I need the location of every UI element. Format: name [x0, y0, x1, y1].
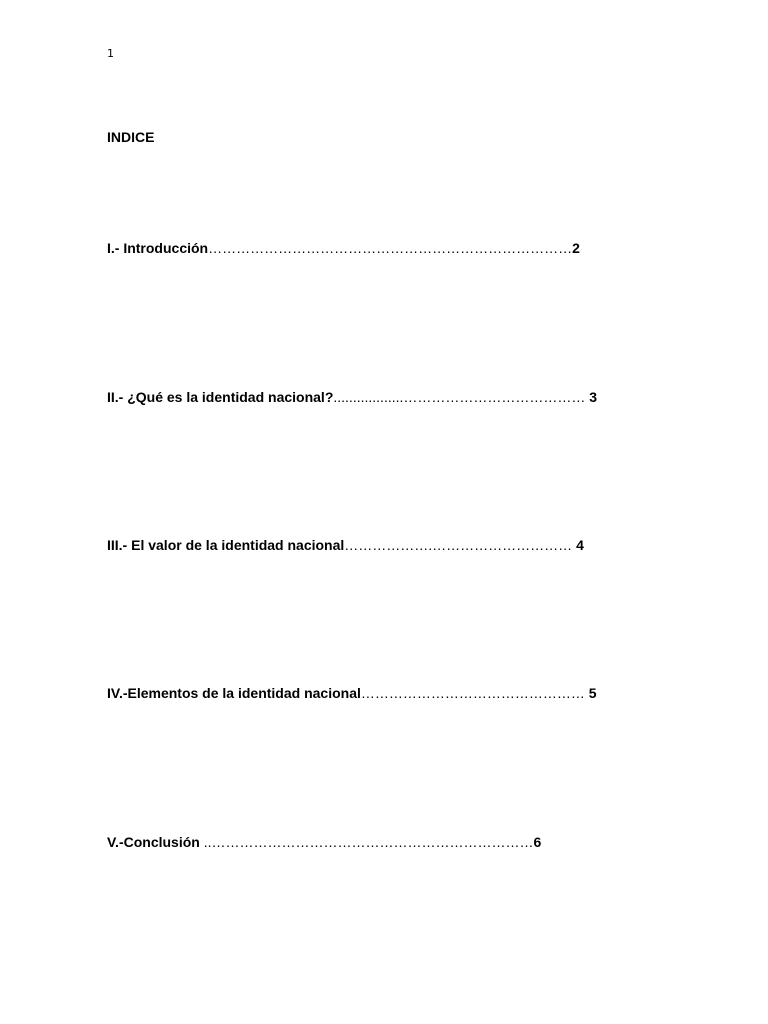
toc-entry-page: 3 [585, 389, 598, 405]
toc-entry-leader: …………………………………………………………………… [208, 240, 573, 256]
toc-entry-label: V.-Conclusión [107, 834, 204, 850]
toc-entry-leader: ………………………………………… [360, 685, 589, 701]
toc-entry-valor [107, 537, 584, 554]
toc-entry-que-es [107, 389, 597, 406]
toc-entry-page: 6 [533, 834, 542, 850]
toc-entry-label: III.- El valor de la identidad nacional [107, 537, 345, 553]
toc-entry-page: 4 [576, 537, 584, 553]
toc-entry-label: IV.-Elementos de la identidad nacional [107, 685, 361, 701]
toc-entry-page: 5 [588, 685, 597, 701]
toc-entry-leader: ..................………………………………… [333, 389, 586, 405]
toc-entry-page: 2 [572, 240, 580, 256]
page-number: 1 [107, 47, 114, 60]
page-title: INDICE [107, 129, 155, 145]
toc-entry-elementos [107, 685, 597, 702]
toc-entry-leader: ……………….………………………… [344, 537, 577, 553]
toc-entry-conclusion [107, 834, 541, 851]
toc-entry-label: I.- Introducción [107, 240, 209, 256]
toc-entry-introduccion [107, 240, 580, 257]
toc-entry-leader: ..…………………………………………………………… [203, 834, 534, 850]
toc-entry-label: II.- ¿Qué es la identidad nacional? [107, 389, 334, 405]
